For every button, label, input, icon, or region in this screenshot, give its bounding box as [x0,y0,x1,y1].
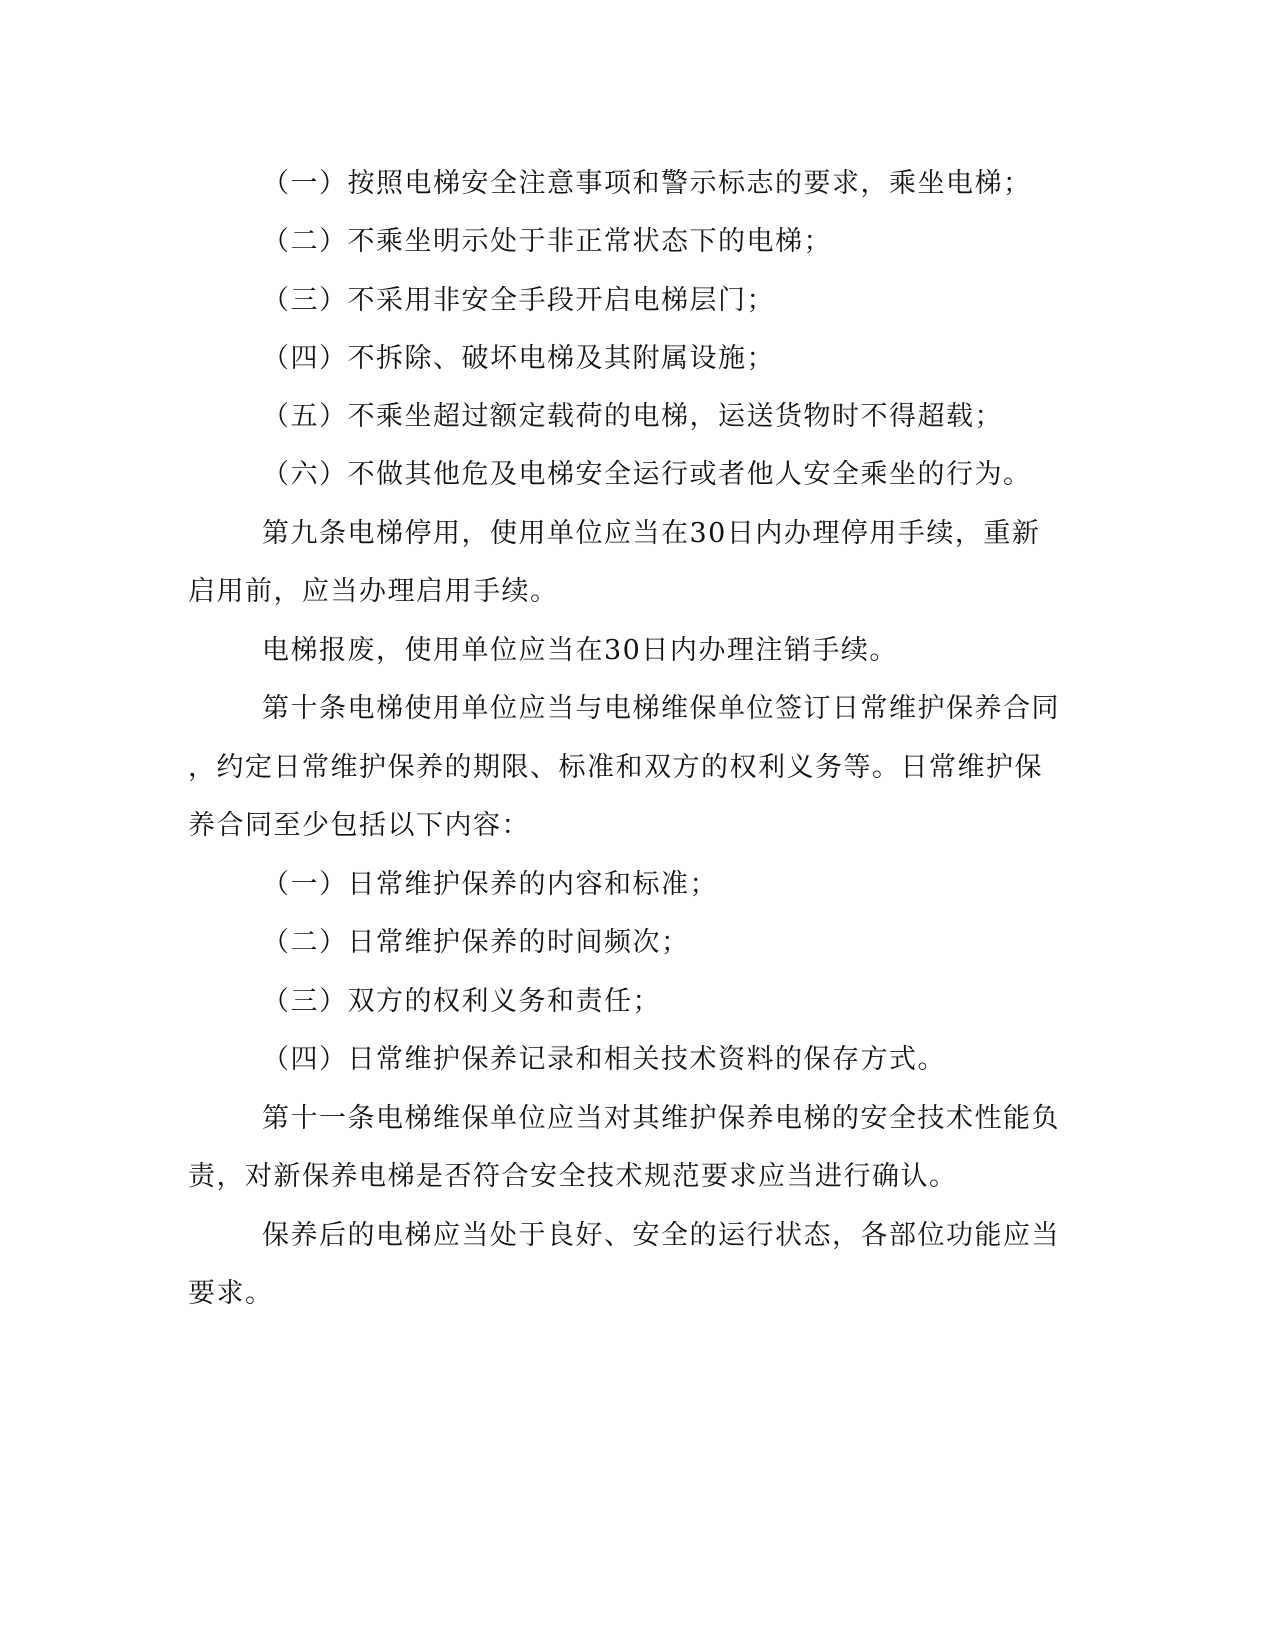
list-item: （四）不拆除、破坏电梯及其附属设施； [262,343,775,374]
paragraph-line: 养合同至少包括以下内容： [188,810,530,841]
paragraph-line: ，约定日常维护保养的期限、标准和双方的权利义务等。日常维护保 [188,752,1043,783]
paragraph-line: 保养后的电梯应当处于良好、安全的运行状态，各部位功能应当 [262,1220,1060,1251]
paragraph-line: 第十一条电梯维保单位应当对其维护保养电梯的安全技术性能负 [262,1103,1060,1134]
list-item: （三）不采用非安全手段开启电梯层门； [262,285,775,316]
paragraph-line: 电梯报废，使用单位应当在30日内办理注销手续。 [262,635,898,666]
list-item: （三）双方的权利义务和责任； [262,986,661,1017]
list-item: （一）日常维护保养的内容和标准； [262,869,718,900]
paragraph-line: 责，对新保养电梯是否符合安全技术规范要求应当进行确认。 [188,1161,958,1192]
list-item: （四）日常维护保养记录和相关技术资料的保存方式。 [262,1044,946,1075]
list-item: （五）不乘坐超过额定载荷的电梯，运送货物时不得超载； [262,401,1003,432]
list-item: （二）日常维护保养的时间频次； [262,927,690,958]
paragraph-line: 第九条电梯停用，使用单位应当在30日内办理停用手续，重新 [262,518,1041,549]
paragraph-line: 启用前，应当办理启用手续。 [188,576,559,607]
list-item: （二）不乘坐明示处于非正常状态下的电梯； [262,226,832,257]
paragraph-line: 第十条电梯使用单位应当与电梯维保单位签订日常维护保养合同 [262,693,1060,724]
paragraph-line: 要求。 [188,1278,274,1309]
list-item: （一）按照电梯安全注意事项和警示标志的要求，乘坐电梯； [262,168,1032,199]
list-item: （六）不做其他危及电梯安全运行或者他人安全乘坐的行为。 [262,459,1032,490]
